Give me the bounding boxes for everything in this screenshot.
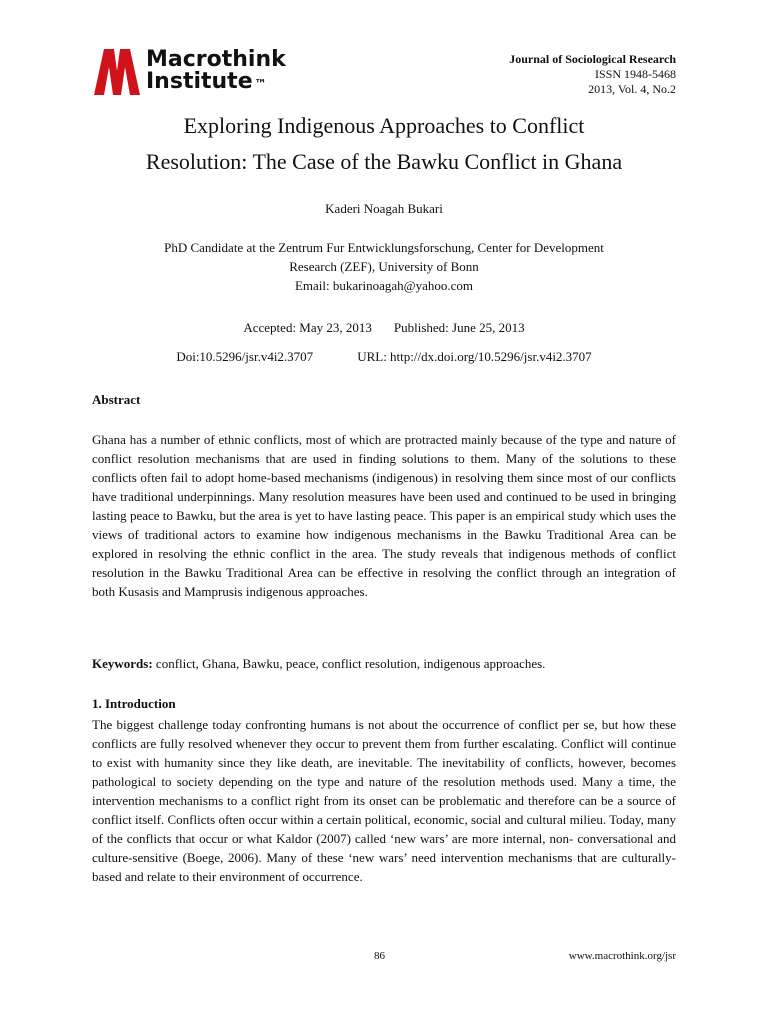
journal-issn: ISSN 1948-5468: [594, 67, 676, 81]
article-title: [92, 108, 676, 180]
article-dates: [92, 320, 676, 336]
article-doi: Doi:10.5296/jsr.v4i2.3707: [176, 349, 314, 364]
macrothink-m-icon: [92, 49, 142, 95]
author-email: Email: bukarinoagah@yahoo.com: [294, 278, 474, 293]
article-identifiers: [92, 349, 676, 365]
keywords: [92, 656, 545, 672]
journal-name: Journal of Sociological Research: [509, 52, 676, 66]
journal-volume: 2013, Vol. 4, No.2: [588, 82, 676, 96]
article-title-line2: Resolution: The Case of the Bawku Conflict in Ghana: [145, 149, 623, 174]
accepted-date: Accepted: May 23, 2013: [243, 320, 372, 335]
affiliation-line1: PhD Candidate at the Zentrum Fur Entwicklungsforschung, Center for Development: [164, 240, 604, 255]
affiliation-line2: Research (ZEF), University of Bonn: [289, 259, 479, 274]
publisher-name: [146, 49, 286, 93]
journal-info: [509, 52, 676, 97]
keywords-label: Keywords:: [92, 656, 153, 671]
journal-website[interactable]: www.macrothink.org/jsr: [568, 950, 676, 962]
abstract-heading: Abstract: [92, 392, 141, 407]
article-author: Kaderi Noagah Bukari: [325, 201, 443, 216]
author-affiliation: [92, 238, 676, 295]
article-url[interactable]: URL: http://dx.doi.org/10.5296/jsr.v4i2.3707: [357, 349, 592, 364]
introduction-heading: 1. Introduction: [92, 696, 176, 711]
article-title-line1: Exploring Indigenous Approaches to Conflict: [183, 113, 585, 138]
published-date: Published: June 25, 2013: [393, 320, 525, 335]
abstract-text: Ghana has a number of ethnic conflicts, most of which are protracted mainly because of the type and nature of conflict resolution mechanisms that are used in finding solutions to them. Many of the solutions to these conflicts often fail to adopt home-based mechanisms (indigenous) in resolving them since most of our conflicts have traditional underpinnings. Many resolution measures have been used and continued to be used in bringing lasting peace to Bawku, but the area is yet to have lasting peace. This paper is an empirical study which uses the views of traditional actors to examine how indigenous mechanisms in the Bawku Traditional Area can be explored in resolving the ethnic conflict in the area. The study reveals that indigenous methods of conflict resolution in the Bawku Traditional Area can be effective in resolving the conflict through an integration of both Kusasis and Mamprusis indigenous approaches.: [92, 432, 676, 599]
publisher-name-line1: Macrothink: [146, 47, 286, 72]
publisher-name-line2: Institute: [146, 69, 253, 94]
page-number: 86: [374, 950, 385, 962]
keywords-text: conflict, Ghana, Bawku, peace, conflict resolution, indigenous approaches.: [152, 656, 546, 671]
introduction-text: The biggest challenge today confronting humans is not about the occurrence of conflict per se, but how these conflicts are fully resolved whenever they occur to prevent them from further escalating. Conflict will continue to exist with humanity since they like death, are inevitable. The inevitability of conflicts, however, becomes pathological to society depending on the type and nature of the resolution methods used. Many a time, the intervention mechanisms to a conflict right from its onset can be problematic and therefore can be a source of conflict itself. Conflicts often occur within a certain political, economic, social and cultural milieu. Today, many of the conflicts that occur or what Kaldor (2007) called ‘new wars’ are more internal, non- conversational and culture-sensitive (Boege, 2006). Many of these ‘new wars’ need intervention mechanisms that are culturally-based and relate to their environment of occurrence.: [92, 717, 676, 884]
trademark-symbol: ™: [254, 77, 267, 91]
publisher-logo: [92, 47, 302, 99]
